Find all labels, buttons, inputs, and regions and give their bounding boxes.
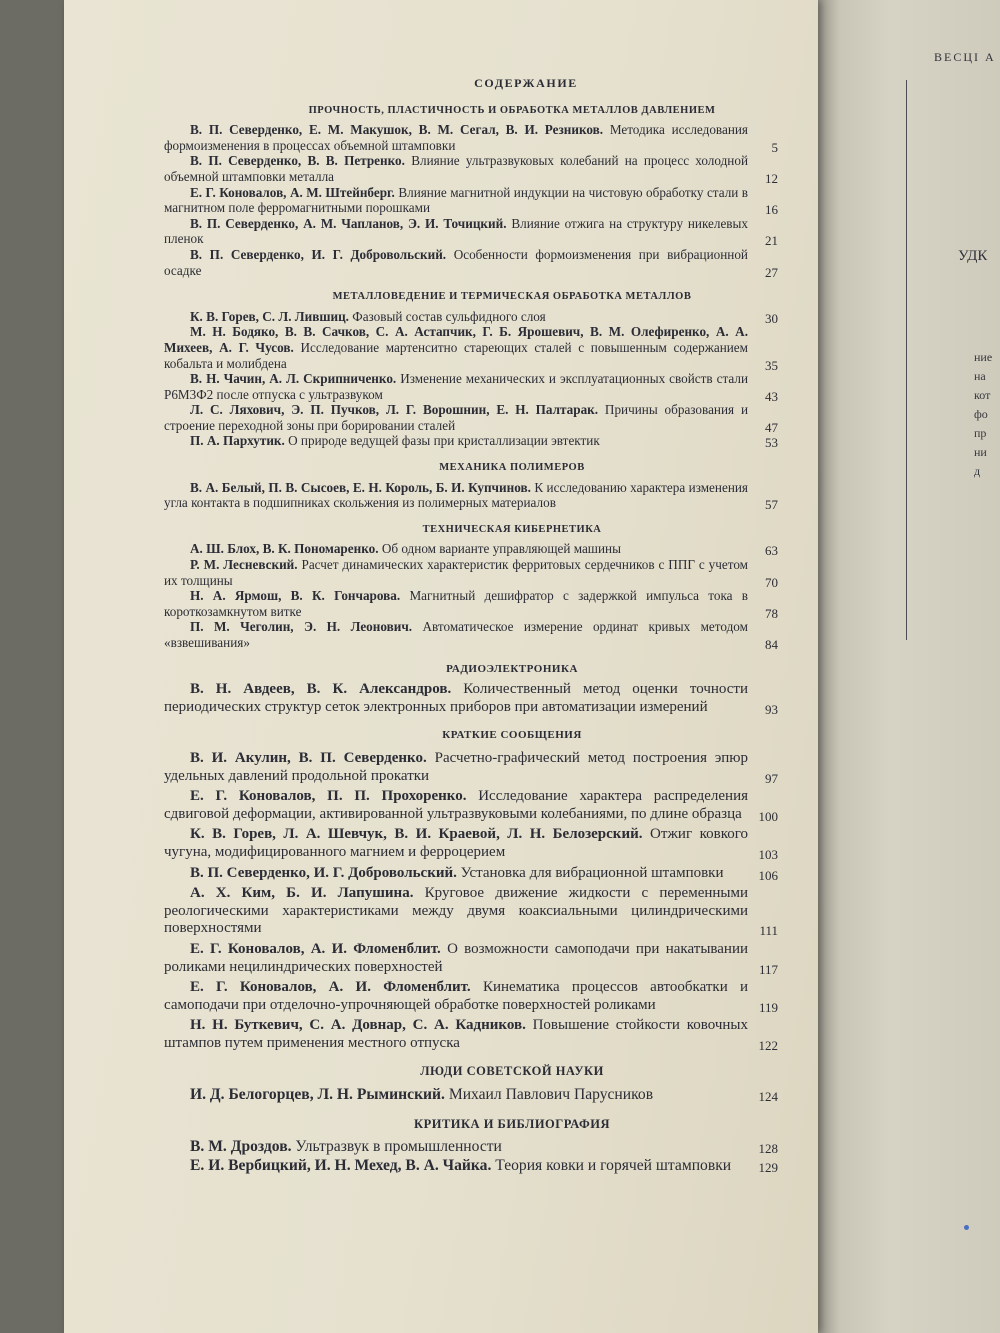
- ink-spot: [964, 1225, 969, 1230]
- entry-page-number: 122: [758, 1037, 778, 1053]
- table-of-contents: [164, 76, 812, 1175]
- entry-page-number: 84: [765, 637, 778, 652]
- entry-text: [164, 941, 748, 976]
- right-page-fragment: д: [974, 464, 981, 478]
- toc-entry[interactable]: [164, 1157, 812, 1176]
- entry-title: Расчетно-графический метод построения эпюр удельных давлений продольной прокатки: [164, 749, 749, 784]
- entry-authors: В. М. Дроздов.: [190, 1138, 292, 1156]
- entry-page-number: 70: [765, 574, 778, 590]
- entry-authors: П. А. Пархутик.: [190, 433, 285, 449]
- right-page-fragment: на: [974, 369, 986, 383]
- entry-authors: А. Ш. Блох, В. К. Пономаренко.: [190, 541, 379, 557]
- entry-authors: В. П. Северденко, А. М. Чапланов, Э. И. Точицкий.: [190, 215, 507, 231]
- entry-page-number: 97: [765, 770, 778, 786]
- entry-text: [164, 122, 748, 153]
- right-page-udk: УДК: [958, 248, 988, 264]
- entry-title: Михаил Павлович Парусников: [448, 1086, 654, 1104]
- entry-page-number: 129: [758, 1159, 778, 1175]
- entry-page-number: 16: [765, 202, 778, 218]
- toc-entry[interactable]: [164, 309, 812, 325]
- entry-title: Причины образования и строение переходной зоны при борировании сталей: [164, 402, 749, 433]
- entry-authors: В. П. Северденко, И. Г. Добровольский.: [190, 864, 457, 881]
- entry-text: [164, 402, 748, 433]
- entry-text: [164, 433, 748, 449]
- entry-text: [164, 979, 748, 1014]
- entry-title: Исследование мартенситно стареющих сталей с повышенным содержанием кобальта и молибдена: [164, 339, 749, 371]
- entry-page-number: 27: [765, 264, 778, 280]
- entry-page-number: 106: [758, 867, 778, 883]
- entry-page-number: 111: [759, 923, 778, 939]
- entry-authors: В. Н. Чачин, А. Л. Скрипниченко.: [190, 371, 397, 387]
- right-page-fragment: ни: [974, 445, 987, 459]
- toc-entry[interactable]: [164, 185, 812, 216]
- right-page-fragment: ние: [974, 350, 993, 364]
- entry-page-number: 128: [758, 1141, 778, 1157]
- entry-title: Фазовый состав сульфидного слоя: [352, 308, 546, 324]
- toc-entry[interactable]: [164, 979, 812, 1014]
- entry-text: [164, 750, 748, 785]
- entry-authors: К. В. Горев, Л. А. Шевчук, В. И. Краевой, Л. Н. Белозерский.: [190, 826, 643, 843]
- entry-title: Изменение механических и эксплуатационных свойств стали Р6М3Ф2 после отпуска с ультразвуком: [164, 371, 748, 402]
- right-page-fragment: кот: [974, 388, 991, 402]
- entry-title: Автоматическое измерение ординат кривых методом «взвешивания»: [164, 619, 748, 650]
- entry-authors: А. Х. Ким, Б. И. Лапушина.: [190, 885, 414, 902]
- entry-page-number: 12: [765, 170, 778, 186]
- entry-title: О природе ведущей фазы при кристаллизации эвтектик: [288, 433, 600, 449]
- entry-text: [164, 681, 748, 716]
- entry-authors: В. П. Северденко, В. В. Петренко.: [190, 153, 405, 169]
- entry-text: [164, 324, 748, 371]
- entry-page-number: 47: [765, 419, 778, 435]
- section-heading: КРИТИКА И БИБЛИОГРАФИЯ: [414, 1116, 610, 1131]
- section-heading: КРАТКИЕ СООБЩЕНИЯ: [442, 729, 582, 742]
- section-heading: РАДИОЭЛЕКТРОНИКА: [446, 662, 578, 675]
- section-heading: ПРОЧНОСТЬ, ПЛАСТИЧНОСТЬ И ОБРАБОТКА МЕТАЛЛОВ ДАВЛЕНИЕМ: [308, 104, 716, 116]
- toc-section: [164, 728, 812, 1052]
- toc-entry[interactable]: [164, 1086, 812, 1105]
- toc-entry[interactable]: [164, 402, 812, 433]
- entry-text: [164, 371, 748, 402]
- entry-page-number: 117: [758, 961, 778, 977]
- toc-entry[interactable]: [164, 941, 812, 976]
- entry-text: [164, 1017, 748, 1052]
- toc-entry[interactable]: [164, 324, 812, 371]
- entry-text: [164, 885, 748, 938]
- entry-text: [164, 1138, 748, 1157]
- entry-title: Отжиг ковкого чугуна, модифицированного магнием и ферроцерием: [164, 826, 748, 860]
- entry-authors: И. Д. Белогорцев, Л. Н. Рыминский.: [190, 1086, 445, 1104]
- toc-entry[interactable]: [164, 216, 812, 247]
- entry-page-number: 57: [765, 497, 778, 513]
- toc-entry[interactable]: [164, 247, 812, 278]
- entry-authors: В. П. Северденко, И. Г. Добровольский.: [190, 246, 447, 262]
- entry-title: Установка для вибрационной штамповки: [460, 864, 724, 881]
- entry-page-number: 93: [765, 701, 778, 717]
- section-heading: ЛЮДИ СОВЕТСКОЙ НАУКИ: [420, 1064, 604, 1079]
- toc-entry[interactable]: [164, 153, 812, 184]
- entry-authors: Е. Г. Коновалов, А. И. Фломенблит.: [190, 979, 471, 996]
- entry-authors: Е. Г. Коновалов, А. И. Фломенблит.: [190, 940, 441, 957]
- toc-entry[interactable]: [164, 122, 812, 153]
- entry-page-number: 100: [758, 808, 778, 824]
- toc-section: [164, 460, 812, 511]
- entry-authors: Р. М. Лесневский.: [190, 557, 298, 573]
- toc-entry[interactable]: [164, 788, 812, 823]
- entry-authors: В. Н. Авдеев, В. К. Александров.: [190, 681, 452, 698]
- toc-entry[interactable]: [164, 557, 812, 588]
- entry-page-number: 30: [765, 310, 778, 326]
- toc-entry[interactable]: [164, 433, 812, 449]
- entry-title: Особенности формоизменения при вибрационной осадке: [164, 246, 748, 278]
- entry-text: [164, 1086, 748, 1105]
- entry-title: О возможности самоподачи при накатывании роликами нецилиндрических поверхностей: [164, 940, 749, 975]
- entry-authors: В. И. Акулин, В. П. Северденко.: [190, 749, 427, 766]
- entry-text: [164, 153, 748, 184]
- entry-page-number: 103: [758, 846, 778, 862]
- entry-text: [164, 588, 748, 619]
- entry-text: [164, 480, 748, 511]
- toc-entry[interactable]: [164, 865, 812, 883]
- right-page-header: ВЕСЦІ А: [934, 50, 996, 64]
- entry-authors: М. Н. Бодяко, В. В. Сачков, С. А. Астапчик, Г. Б. Ярошевич, В. М. Олефиренко, А. А. Михеев, А. Г. Чусов.: [164, 324, 748, 355]
- toc-section: [164, 1064, 812, 1104]
- entry-page-number: 124: [758, 1089, 778, 1105]
- right-page-text-fragments: [974, 348, 992, 481]
- entry-authors: К. В. Горев, С. Л. Лившиц.: [190, 308, 349, 324]
- entry-text: [164, 216, 748, 247]
- right-page-fragment: пр: [974, 426, 987, 440]
- section-heading: ТЕХНИЧЕСКАЯ КИБЕРНЕТИКА: [422, 523, 602, 535]
- section-heading: МЕТАЛЛОВЕДЕНИЕ И ТЕРМИЧЕСКАЯ ОБРАБОТКА МЕТАЛЛОВ: [332, 291, 692, 303]
- entry-authors: Н. Н. Буткевич, С. А. Довнар, С. А. Кадников.: [190, 1017, 526, 1034]
- entry-title: Влияние ультразвуковых колебаний на процесс холодной объемной штамповки металла: [164, 153, 749, 184]
- toc-entry[interactable]: [164, 541, 812, 557]
- entry-title: Об одном варианте управляющей машины: [381, 541, 621, 557]
- entry-authors: П. М. Чеголин, Э. Н. Леонович.: [190, 619, 413, 635]
- toc-section: [164, 103, 812, 279]
- entry-text: [164, 788, 748, 823]
- entry-page-number: 78: [765, 605, 778, 621]
- entry-title: Расчет динамических характеристик ферритовых сердечников с ППГ с учетом их толщины: [164, 557, 749, 588]
- toc-section: [164, 662, 812, 717]
- entry-title: Влияние отжига на структуру никелевых пленок: [164, 215, 748, 247]
- toc-entry[interactable]: [164, 885, 812, 938]
- toc-entry[interactable]: [164, 1017, 812, 1052]
- right-page: [818, 0, 1000, 1333]
- entry-authors: Е. Г. Коновалов, П. П. Прохоренко.: [190, 788, 467, 805]
- entry-authors: Е. Г. Коновалов, А. М. Штейнберг.: [190, 184, 395, 200]
- entry-title: Теория ковки и горячей штамповки: [495, 1156, 732, 1174]
- entry-text: [164, 1157, 748, 1176]
- entry-text: [164, 247, 748, 278]
- entry-title: Исследование характера распределения сдвиговой деформации, активированной ультразвуковыми колебаниями, по длине образца: [164, 788, 748, 822]
- toc-section: [164, 1117, 812, 1176]
- entry-title: Количественный метод оценки точности периодических структур сеток электронных приборов при автоматизации измерений: [164, 681, 749, 715]
- toc-entry[interactable]: [164, 681, 812, 716]
- section-heading: МЕХАНИКА ПОЛИМЕРОВ: [439, 462, 585, 474]
- toc-entry[interactable]: [164, 480, 812, 511]
- toc-entry[interactable]: [164, 588, 812, 619]
- entry-page-number: 21: [765, 233, 778, 249]
- entry-authors: В. П. Северденко, Е. М. Макушок, В. М. Сегал, В. И. Резников.: [190, 122, 604, 138]
- entry-title: Магнитный дешифратор с задержкой импульса тока в короткозамкнутом витке: [164, 588, 748, 619]
- entry-authors: В. А. Белый, П. В. Сысоев, Е. Н. Король, Б. И. Купчинов.: [190, 479, 531, 495]
- entry-text: [164, 619, 748, 650]
- entry-page-number: 35: [765, 357, 778, 373]
- entry-text: [164, 541, 748, 557]
- toc-entry[interactable]: [164, 619, 812, 650]
- entry-authors: Н. А. Ярмош, В. К. Гончарова.: [190, 588, 401, 604]
- entry-text: [164, 557, 748, 588]
- entry-page-number: 63: [765, 543, 778, 559]
- entry-page-number: 119: [758, 999, 778, 1015]
- entry-title: К исследованию характера изменения угла контакта в подшипниках скольжения из полимерных материалов: [164, 479, 749, 511]
- entry-authors: Е. И. Вербицкий, И. Н. Мехед, В. А. Чайка.: [190, 1156, 492, 1174]
- entry-title: Кинематика процессов автообкатки и самоподачи при отделочно-упрочняющей обработке поверхностей роликами: [164, 979, 749, 1013]
- entry-authors: Л. С. Ляхович, Э. П. Пучков, Л. Г. Ворошнин, Е. Н. Палтарак.: [190, 402, 599, 418]
- toc-entry[interactable]: [164, 371, 812, 402]
- entry-text: [164, 826, 748, 861]
- entry-title: Влияние магнитной индукции на чистовую обработку стали в магнитном поле ферромагнитными порошками: [164, 184, 749, 216]
- entry-page-number: 5: [771, 139, 778, 155]
- toc-section: [164, 522, 812, 651]
- entry-title: Ультразвук в промышленности: [295, 1138, 502, 1156]
- right-page-fragment: фо: [974, 407, 988, 421]
- entry-page-number: 43: [765, 388, 778, 404]
- toc-title: СОДЕРЖАНИЕ: [474, 76, 578, 90]
- toc-entry[interactable]: [164, 1138, 812, 1157]
- entry-title: Методика исследования формоизменения в процессах объемной штамповки: [164, 122, 748, 153]
- entry-text: [164, 865, 748, 883]
- entry-text: [164, 185, 748, 216]
- toc-section: [164, 289, 812, 449]
- toc-entry[interactable]: [164, 826, 812, 861]
- entry-title: Повышение стойкости ковочных штампов путем применения местного отпуска: [164, 1017, 748, 1051]
- right-page-frame-line: [906, 80, 907, 640]
- entry-text: [164, 309, 748, 325]
- entry-page-number: 53: [765, 435, 778, 451]
- toc-sections: [164, 103, 812, 1176]
- toc-entry[interactable]: [164, 750, 812, 785]
- entry-title: Круговое движение жидкости с переменными реологическими характеристиками между двумя коаксиальными цилиндрическими поверхностями: [164, 885, 749, 937]
